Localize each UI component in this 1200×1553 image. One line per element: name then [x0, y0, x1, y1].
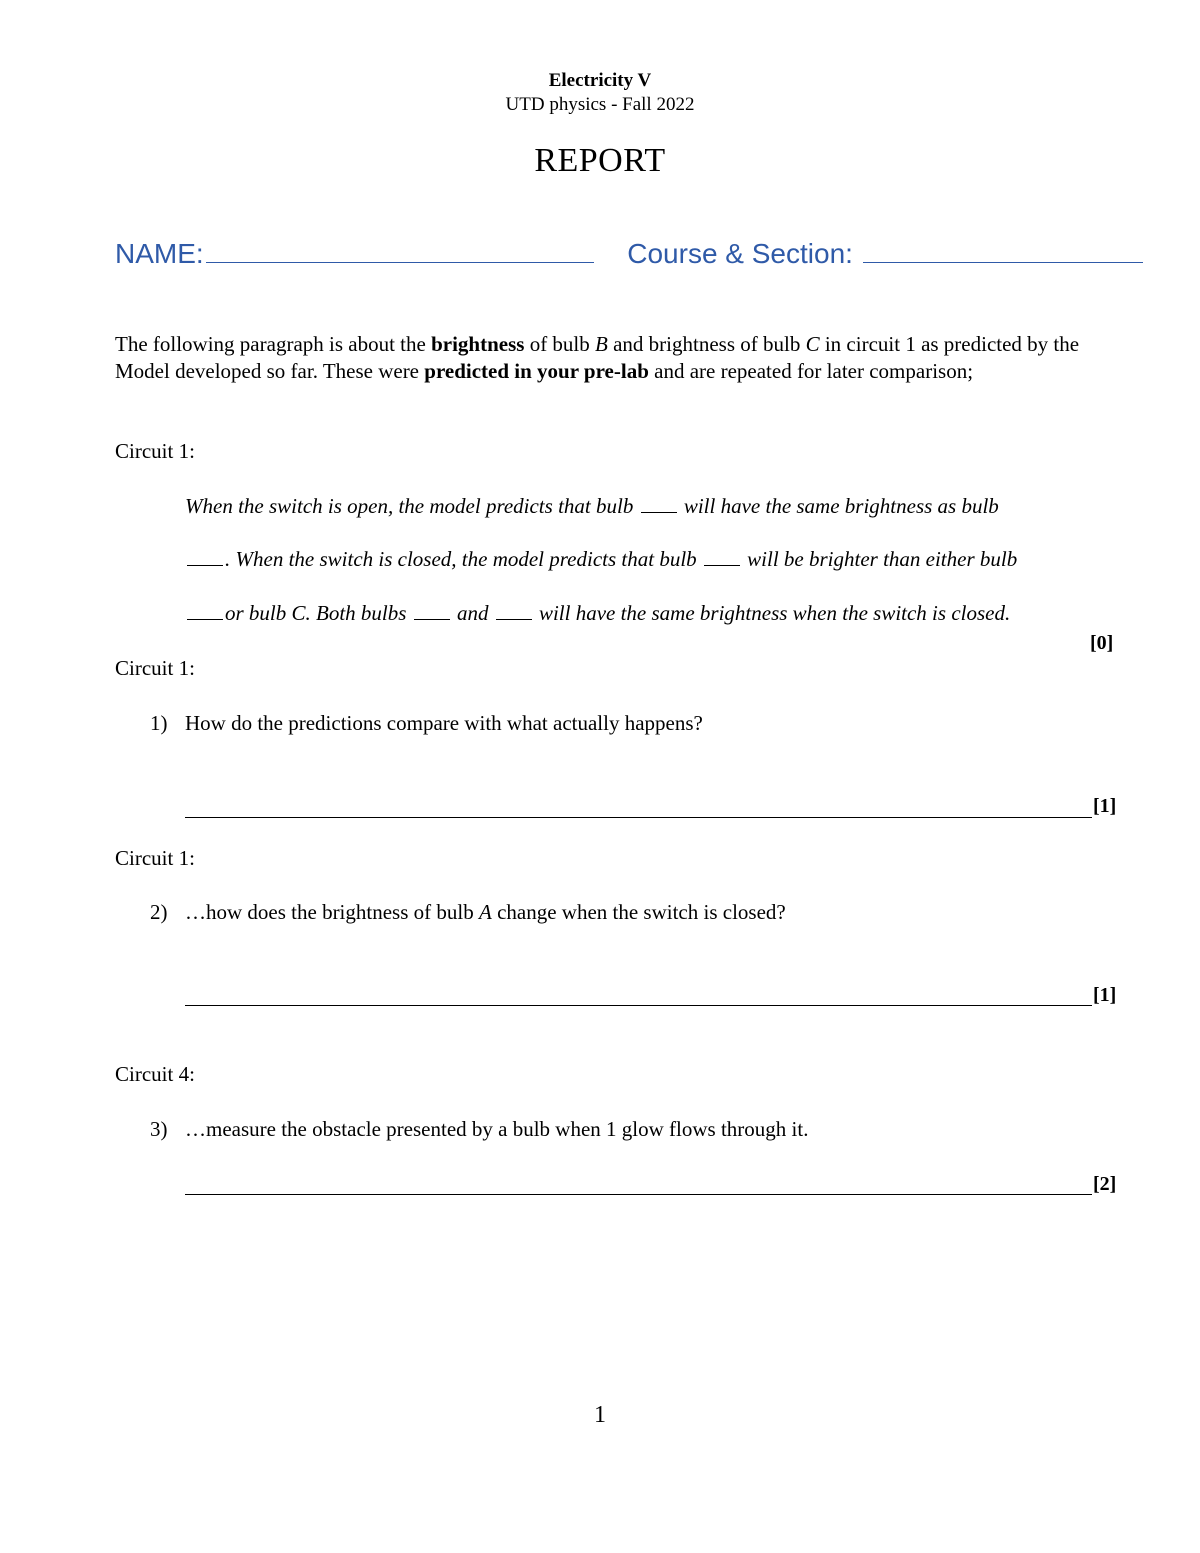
page-number: 1: [594, 1402, 606, 1428]
name-label: NAME:: [115, 238, 204, 269]
prediction-line-1: When the switch is open, the model predicts that bulb will have the same brightness as bulb: [185, 494, 999, 518]
prediction-line-2: . When the switch is closed, the model predicts that bulb will be brighter than either bulb: [185, 547, 1017, 572]
answer-line[interactable]: [185, 1194, 1092, 1195]
points-badge: [2]: [1093, 1173, 1117, 1195]
prediction-blank[interactable]: [641, 494, 677, 513]
document-subtitle: UTD physics - Fall 2022: [505, 94, 695, 115]
question-number: 3): [150, 1117, 168, 1141]
prediction-blank[interactable]: [187, 601, 223, 620]
name-blank[interactable]: [206, 236, 594, 263]
prediction-blank[interactable]: [496, 601, 532, 620]
prediction-blank[interactable]: [187, 547, 223, 566]
course-section-blank[interactable]: [863, 236, 1143, 263]
points-badge: [1]: [1093, 795, 1117, 817]
prediction-line-3: or bulb C. Both bulbs and will have the same brightness when the switch is closed.: [185, 601, 1010, 626]
answer-line[interactable]: [185, 817, 1092, 818]
circuit-label: Circuit 1:: [115, 656, 195, 680]
prediction-blank[interactable]: [704, 547, 740, 566]
points-badge: [1]: [1093, 984, 1117, 1006]
question-number: 1): [150, 711, 168, 735]
course-section-label: Course & Section:: [627, 238, 853, 269]
answer-line[interactable]: [185, 1005, 1092, 1006]
points-badge: [0]: [1090, 632, 1114, 654]
intro-paragraph: The following paragraph is about the brightness of bulb B and brightness of bulb C in circuit 1 as predicted by the Model developed so far. These were predicted in your pre-lab and are repeated for later comparison;: [115, 332, 1080, 383]
document-title: Electricity V: [548, 70, 652, 91]
question-text: How do the predictions compare with what actually happens?: [185, 711, 703, 735]
question-text: …how does the brightness of bulb A change when the switch is closed?: [185, 900, 786, 924]
report-heading: REPORT: [534, 142, 666, 179]
question-text: …measure the obstacle presented by a bulb when 1 glow flows through it.: [185, 1117, 809, 1141]
circuit-label: Circuit 1:: [115, 846, 195, 870]
prediction-blank[interactable]: [414, 601, 450, 620]
circuit-label: Circuit 1:: [115, 439, 195, 463]
circuit-label: Circuit 4:: [115, 1062, 195, 1086]
question-number: 2): [150, 900, 168, 924]
name-course-row: [115, 236, 1143, 270]
